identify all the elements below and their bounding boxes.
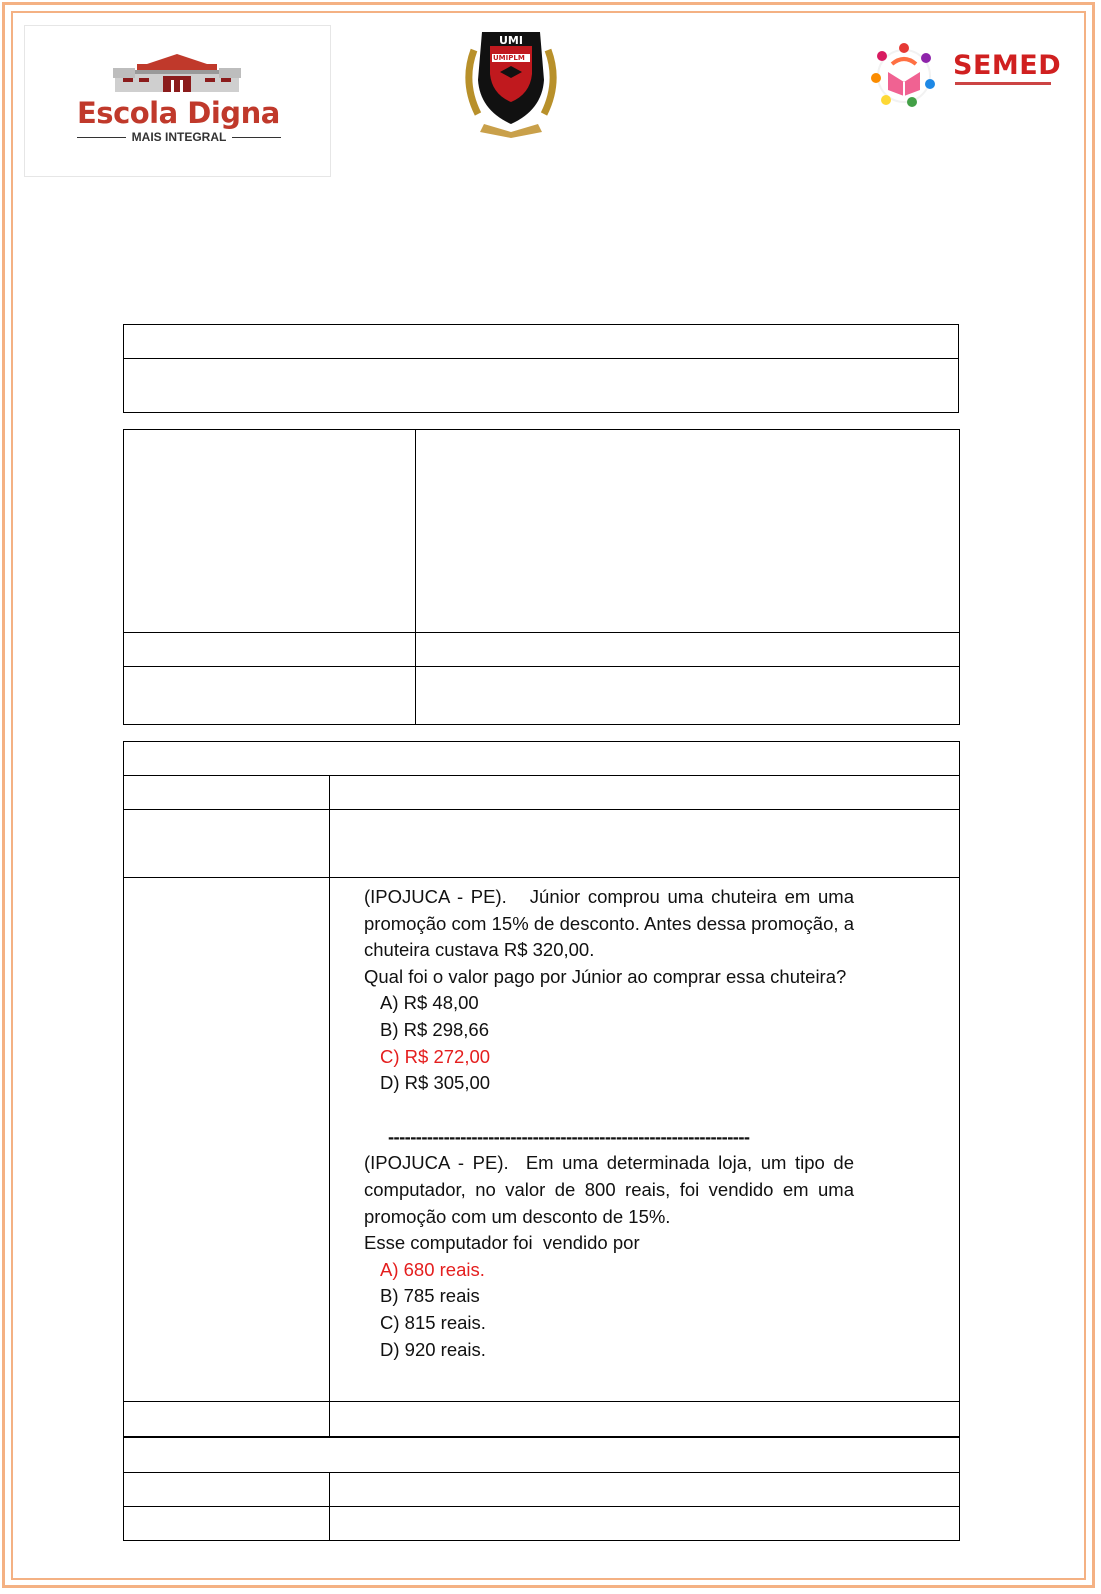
activity-header-row [124, 742, 960, 776]
evaluation-label-1 [124, 1473, 330, 1507]
q2-option-d: D) 920 reais. [380, 1338, 486, 1360]
semed-underline [955, 82, 1051, 85]
q1-option-b: B) R$ 298,66 [380, 1018, 490, 1040]
evaluation-value-2 [330, 1507, 960, 1541]
ident-cell-left-3 [124, 667, 416, 725]
people-circle-icon [860, 38, 952, 110]
evaluation-table [123, 1437, 960, 1541]
ident-cell-right-1 [416, 430, 960, 633]
questions-content [330, 878, 959, 1363]
ident-cell-right-2 [416, 633, 960, 667]
activity-label-3 [124, 878, 330, 1402]
info-row-1 [124, 325, 959, 359]
q2-option-c: C) 815 reais. [380, 1311, 486, 1333]
ident-cell-left-2 [124, 633, 416, 667]
evaluation-header-row [124, 1438, 960, 1473]
umi-crest-logo [460, 24, 562, 138]
q2-option-b: B) 785 reais [380, 1285, 480, 1307]
semed-logo [860, 38, 1060, 110]
activity-label-4 [124, 1402, 330, 1437]
activity-value-1 [330, 776, 960, 810]
q1-option-c-correct: C) R$ 272,00 [380, 1045, 491, 1067]
question-2-prompt: Esse computador foi vendido por [364, 1232, 640, 1254]
activity-value-2 [330, 810, 960, 878]
evaluation-value-1 [330, 1473, 960, 1507]
questions-cell [330, 878, 960, 1402]
umi-badge-text: UMIPLM [493, 54, 525, 62]
header-info-table [123, 324, 959, 413]
ident-cell-left-1 [124, 430, 416, 633]
info-row-2 [124, 359, 959, 413]
activity-label-1 [124, 776, 330, 810]
question-1-prompt: Qual foi o valor pago por Júnior ao comprar essa chuteira? [364, 965, 847, 987]
evaluation-label-2 [124, 1507, 330, 1541]
school-name: Escola Digna [77, 96, 280, 130]
q1-option-a: A) R$ 48,00 [380, 992, 479, 1014]
semed-name: SEMED [953, 50, 1062, 81]
activity-label-2 [124, 810, 330, 878]
question-2-text: (IPOJUCA - PE). Em uma determinada loja, um tipo de computador, no valor de 800 reais, foi vendido em uma promoção com um desconto de 15%. [364, 1152, 854, 1227]
escola-digna-logo [24, 25, 331, 177]
q2-option-a-correct: A) 680 reais. [380, 1258, 485, 1280]
question-separator: ----------------------------------------------------------------- [388, 1125, 750, 1147]
q1-option-d: D) R$ 305,00 [380, 1072, 491, 1094]
question-1-text: (IPOJUCA - PE). Júnior comprou uma chuteira em uma promoção com 15% de desconto. Antes dessa promoção, a chuteira custava R$ 320,00. [364, 886, 854, 961]
school-subtitle: MAIS INTEGRAL [77, 130, 281, 144]
activity-value-4 [330, 1402, 960, 1437]
identification-table [123, 429, 960, 725]
umi-top-text: UMI [499, 34, 523, 47]
ident-cell-right-3 [416, 667, 960, 725]
activity-table [123, 741, 960, 1437]
